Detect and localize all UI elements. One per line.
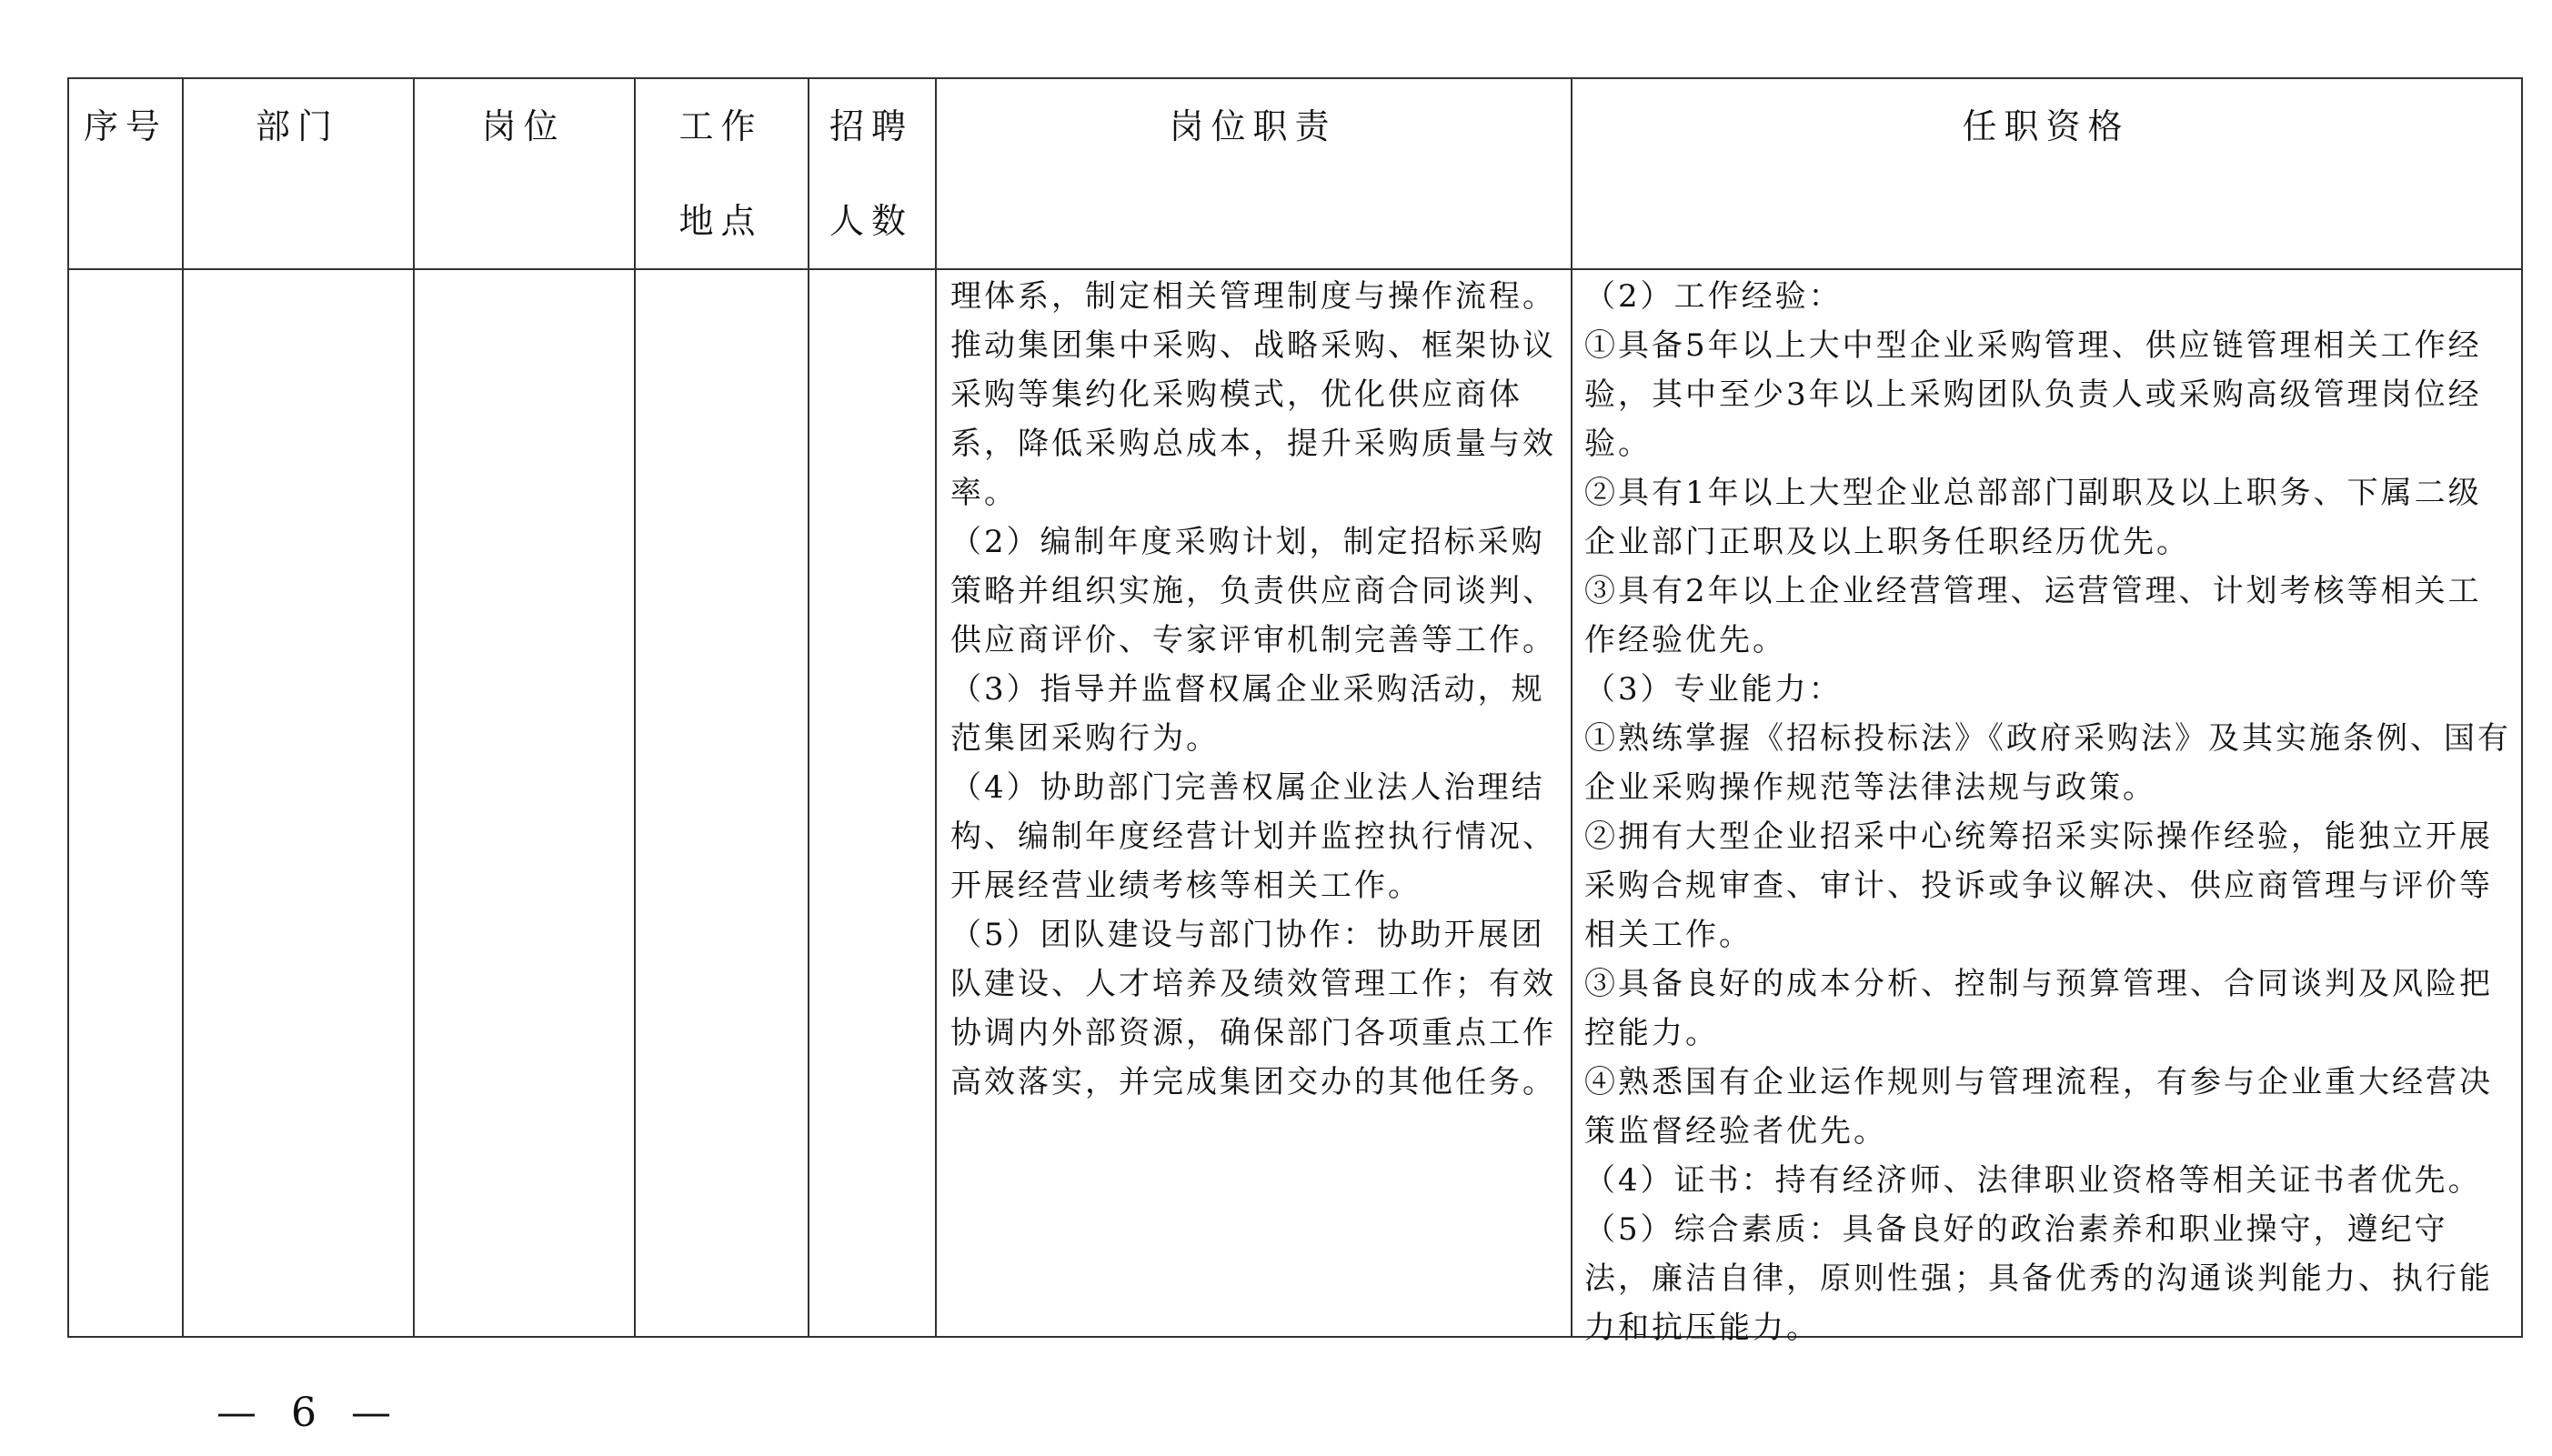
qualification-paragraph: ③具有2年以上企业经营管理、运营管理、计划考核等相关工作经验优先。: [1584, 573, 2482, 658]
qualification-paragraph: ④熟悉国有企业运作规则与管理流程，有参与企业重大经营决策监督经验者优先。: [1584, 1064, 2493, 1150]
job-duties-cell: [950, 272, 1565, 1107]
qualification-paragraph: （5）综合素质：具备良好的政治素养和职业操守，遵纪守法，廉洁自律，原则性强；具备优秀的沟通谈判能力、执行能力和抗压能力。: [1584, 1211, 2493, 1346]
header-divider: [69, 268, 2521, 270]
qualification-paragraph: （2）工作经验：: [1584, 278, 1843, 315]
header-department: 部门: [255, 106, 339, 146]
qualification-paragraph: ①熟练掌握《招标投标法》《政府采购法》及其实施条例、国有企业采购操作规范等法律法规与政策。: [1584, 720, 2511, 806]
header-job-duties: 岗位职责: [1169, 106, 1337, 146]
qualification-paragraph: ③具备良好的成本分析、控制与预算管理、合同谈判及风险把控能力。: [1584, 966, 2493, 1051]
qualification-paragraph: ②具有1年以上大型企业总部部门副职及以上职务、下属二级企业部门正职及以上职务任职经历优先。: [1584, 475, 2482, 560]
qualification-paragraph: ②拥有大型企业招采中心统筹招采实际操作经验，能独立开展采购合规审查、审计、投诉或争议解决、供应商管理与评价等相关工作。: [1584, 818, 2493, 953]
qualification-paragraph: （4）证书：持有经济师、法律职业资格等相关证书者优先。: [1584, 1162, 2482, 1199]
page-number: — 6 —: [216, 1390, 402, 1436]
header-serial-number: 序号: [83, 106, 167, 146]
header-qualifications: 任职资格: [1962, 106, 2130, 146]
header-work-location: 工作 地点: [678, 106, 763, 241]
recruitment-table: [67, 77, 2523, 1346]
header-headcount: 招聘 人数: [829, 106, 913, 241]
duty-paragraph: （3）指导并监督权属企业采购活动，规范集团采购行为。: [950, 671, 1545, 757]
duty-paragraph: 理体系，制定相关管理制度与操作流程。推动集团集中采购、战略采购、框架协议采购等集约化采购模式，优化供应商体系，降低采购总成本，提升采购质量与效率。: [950, 278, 1556, 511]
duty-paragraph: （5）团队建设与部门协作：协助开展团队建设、人才培养及绩效管理工作；有效协调内外部资源，确保部门各项重点工作高效落实，并完成集团交办的其他任务。: [950, 917, 1556, 1100]
qualifications-cell: [1584, 272, 2514, 1352]
qualification-paragraph: （3）专业能力：: [1584, 671, 1843, 708]
header-position: 岗位: [481, 106, 566, 146]
duty-paragraph: （2）编制年度采购计划，制定招标采购策略并组织实施，负责供应商合同谈判、供应商评价、专家评审机制完善等工作。: [950, 524, 1556, 658]
qualification-paragraph: ①具备5年以上大中型企业采购管理、供应链管理相关工作经验，其中至少3年以上采购团队负责人或采购高级管理岗位经验。: [1584, 327, 2482, 462]
duty-paragraph: （4）协助部门完善权属企业法人治理结构、编制年度经营计划并监控执行情况、开展经营业绩考核等相关工作。: [950, 769, 1556, 904]
